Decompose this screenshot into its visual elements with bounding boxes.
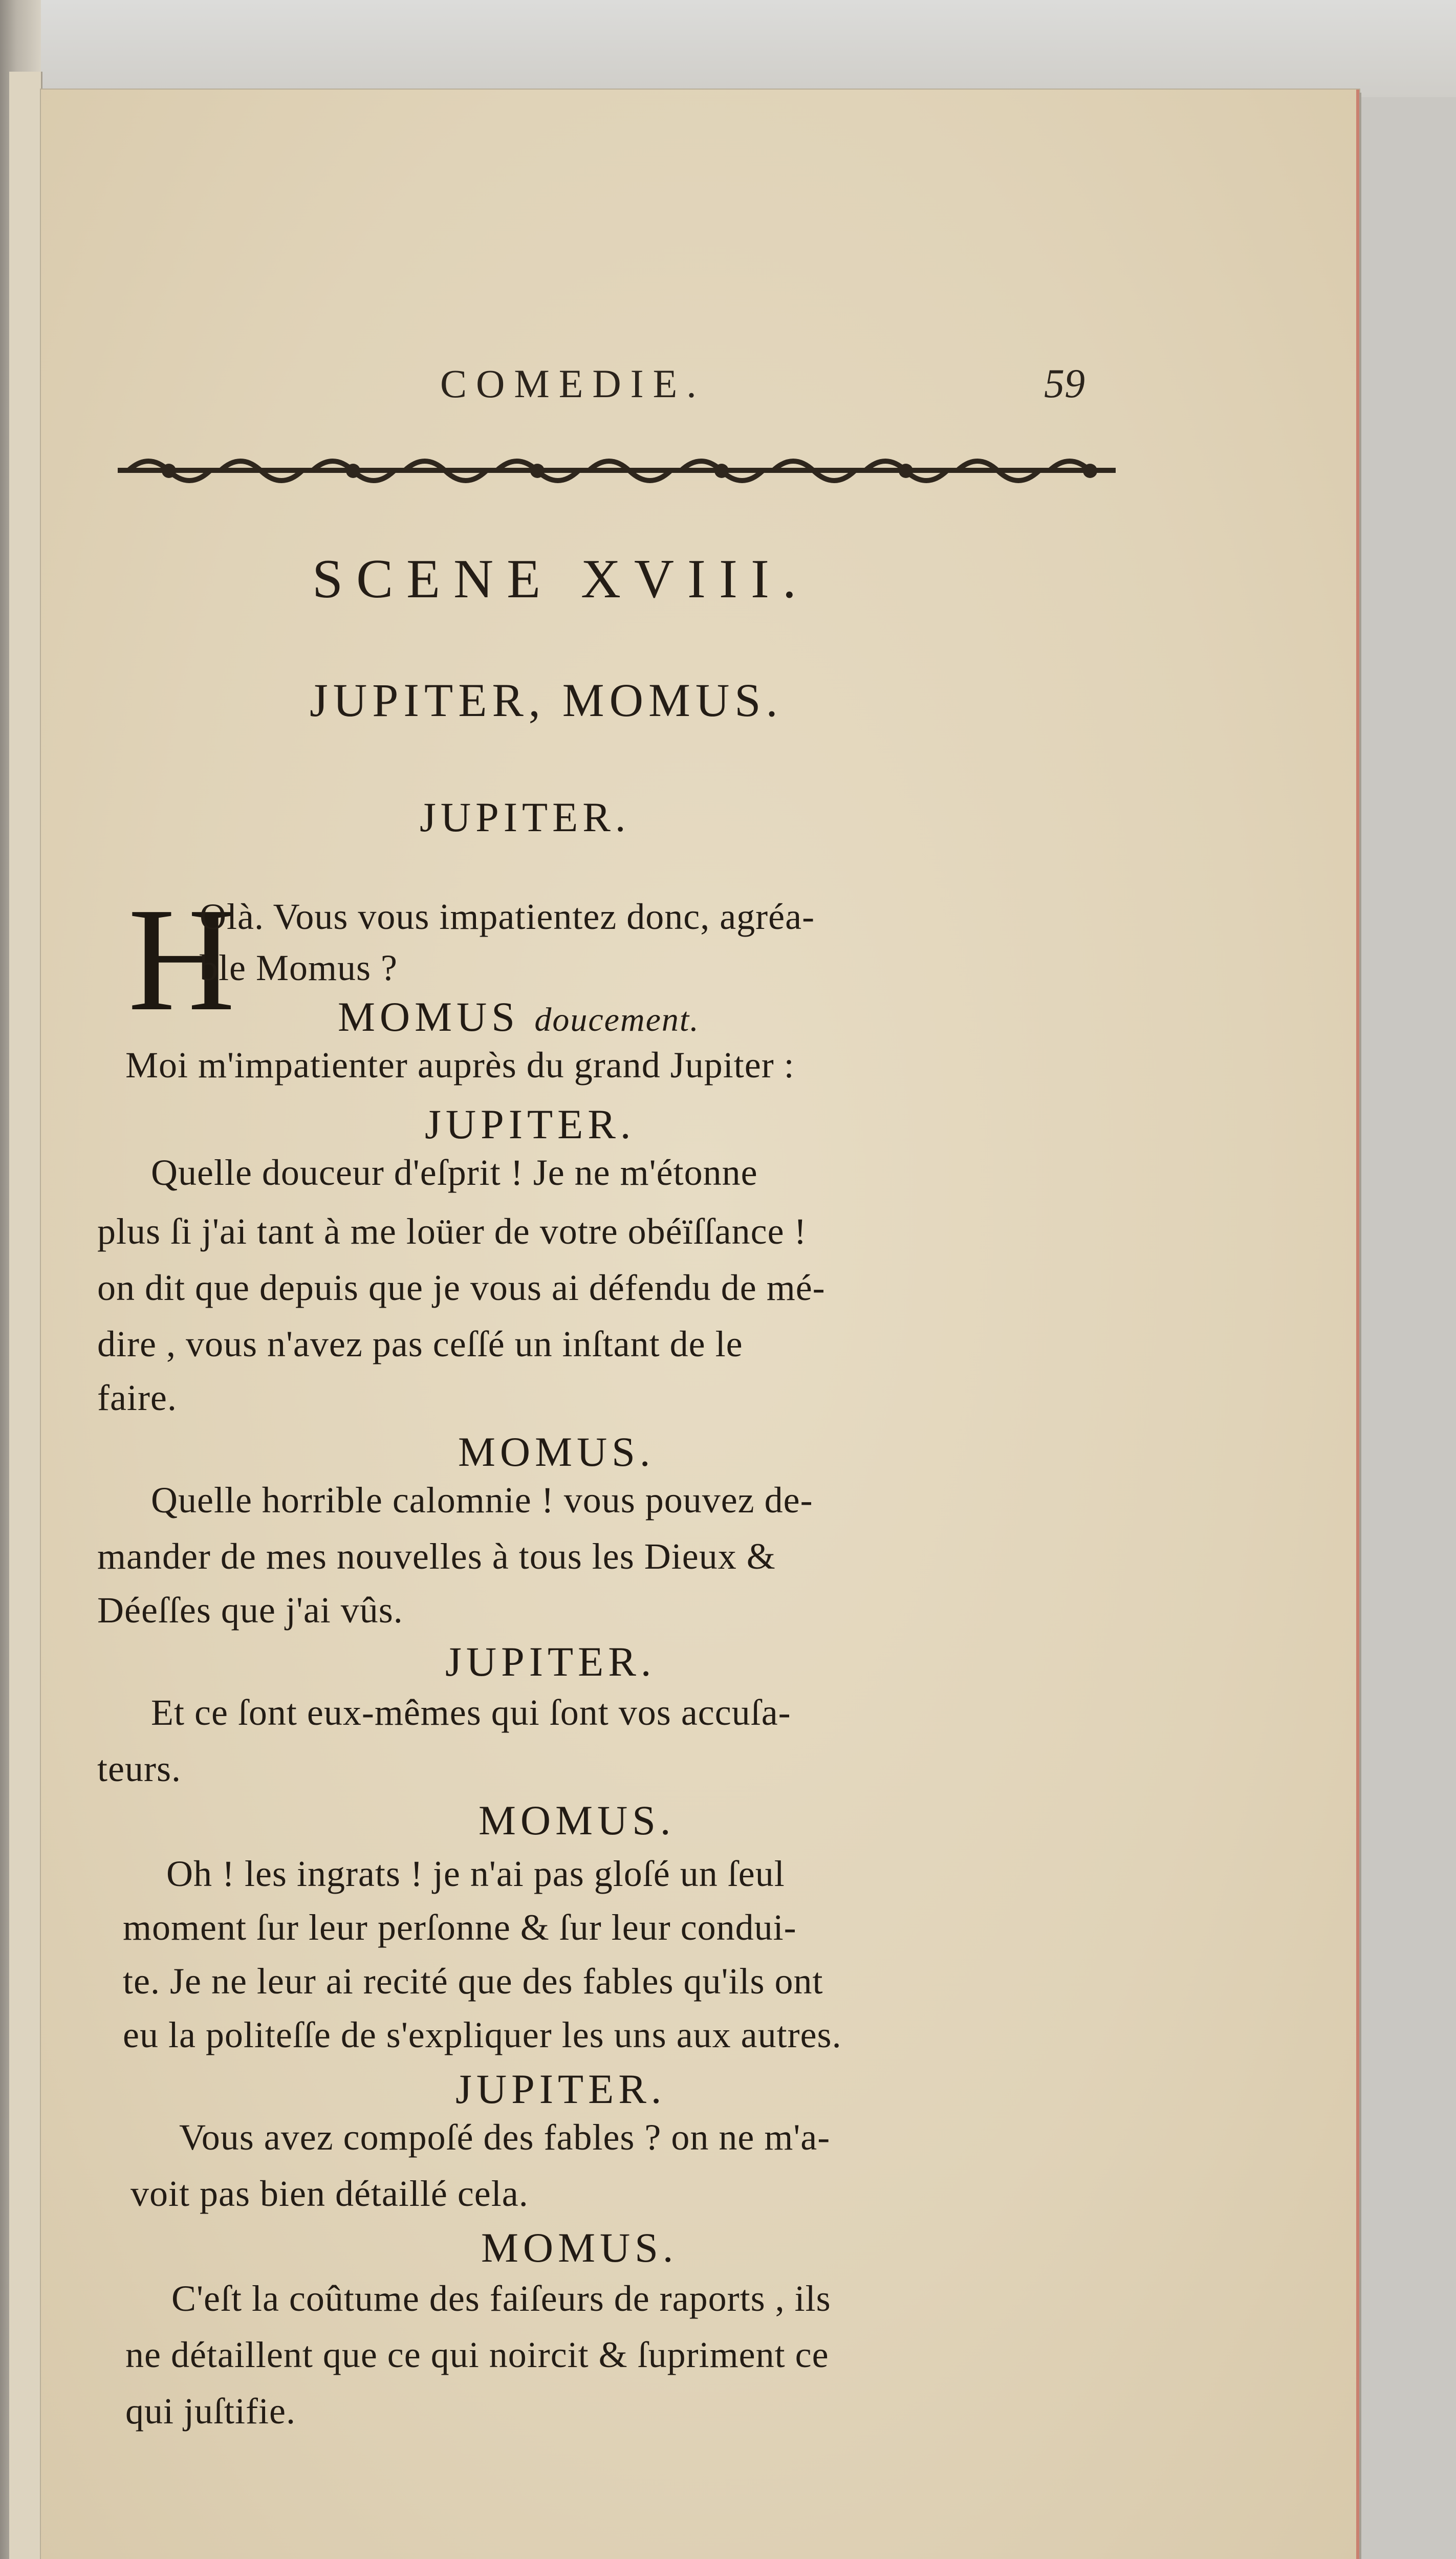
- drop-cap: H: [128, 877, 235, 1042]
- scan-background: [0, 0, 1456, 97]
- text-line: Quelle horrible calomnie ! vous pouvez de-: [151, 1480, 813, 1521]
- text-line: mander de mes nouvelles à tous les Dieux &: [97, 1536, 776, 1577]
- speaker-with-direction: [338, 993, 700, 1041]
- scene-title: SCENE XVIII.: [312, 549, 810, 610]
- page-number: 59: [1044, 361, 1085, 406]
- text-line: eu la politeſſe de s'expliquer les uns aux autres.: [123, 2014, 842, 2055]
- running-head: COMEDIE.: [440, 361, 706, 406]
- speaker-name: MOMUS.: [481, 2224, 678, 2271]
- text-line: on dit que depuis que je vous ai défendu de mé-: [97, 1267, 825, 1308]
- text-line: Olà. Vous vous impatientez donc, agréa-: [200, 896, 815, 937]
- text-line: plus ſi j'ai tant à me loüer de votre obéïſſance !: [97, 1211, 807, 1252]
- speaker-name: MOMUS.: [479, 1797, 676, 1844]
- speaker-name: MOMUS: [338, 993, 519, 1040]
- text-line: Vous avez compoſé des fables ? on ne m'a-: [179, 2117, 831, 2158]
- text-line: ne détaillent que ce qui noircit & ſupriment ce: [125, 2334, 829, 2375]
- text-line: Oh ! les ingrats ! je n'ai pas gloſé un ſeul: [166, 1853, 785, 1894]
- text-line: faire.: [97, 1377, 177, 1418]
- text-line: Moi m'impatienter auprès du grand Jupiter :: [125, 1045, 795, 1086]
- text-line: Déeſſes que j'ai vûs.: [97, 1590, 403, 1631]
- text-line: dire , vous n'avez pas ceſſé un inſtant de le: [97, 1324, 743, 1364]
- stage-direction: doucement.: [534, 1001, 700, 1038]
- text-line: qui juſtifie.: [125, 2391, 296, 2432]
- text-line: ble Momus ?: [200, 947, 398, 988]
- speaker-name: JUPITER.: [455, 2066, 666, 2112]
- text-line: Et ce ſont eux-mêmes qui ſont vos accuſa-: [151, 1692, 791, 1733]
- text-line: Quelle douceur d'eſprit ! Je ne m'étonne: [151, 1152, 758, 1193]
- ornamental-rule: [118, 450, 1116, 491]
- text-line: te. Je ne leur ai recité que des fables qu'ils ont: [123, 1961, 823, 2002]
- facing-page-sliver: [9, 72, 42, 2559]
- text-line: C'eſt la coûtume des faiſeurs de raports , ils: [171, 2278, 831, 2319]
- speaker-name: JUPITER.: [425, 1101, 636, 1147]
- text-line: voit pas bien détaillé cela.: [131, 2173, 529, 2214]
- text-line: teurs.: [97, 1748, 181, 1789]
- speaker-name: MOMUS.: [458, 1428, 655, 1475]
- speaker-name: JUPITER.: [420, 794, 631, 840]
- speaker-name: JUPITER.: [445, 1638, 656, 1685]
- text-line: moment ſur leur perſonne & ſur leur condui-: [123, 1907, 797, 1948]
- scene-characters: JUPITER, MOMUS.: [310, 674, 783, 726]
- book-page: [41, 90, 1359, 2559]
